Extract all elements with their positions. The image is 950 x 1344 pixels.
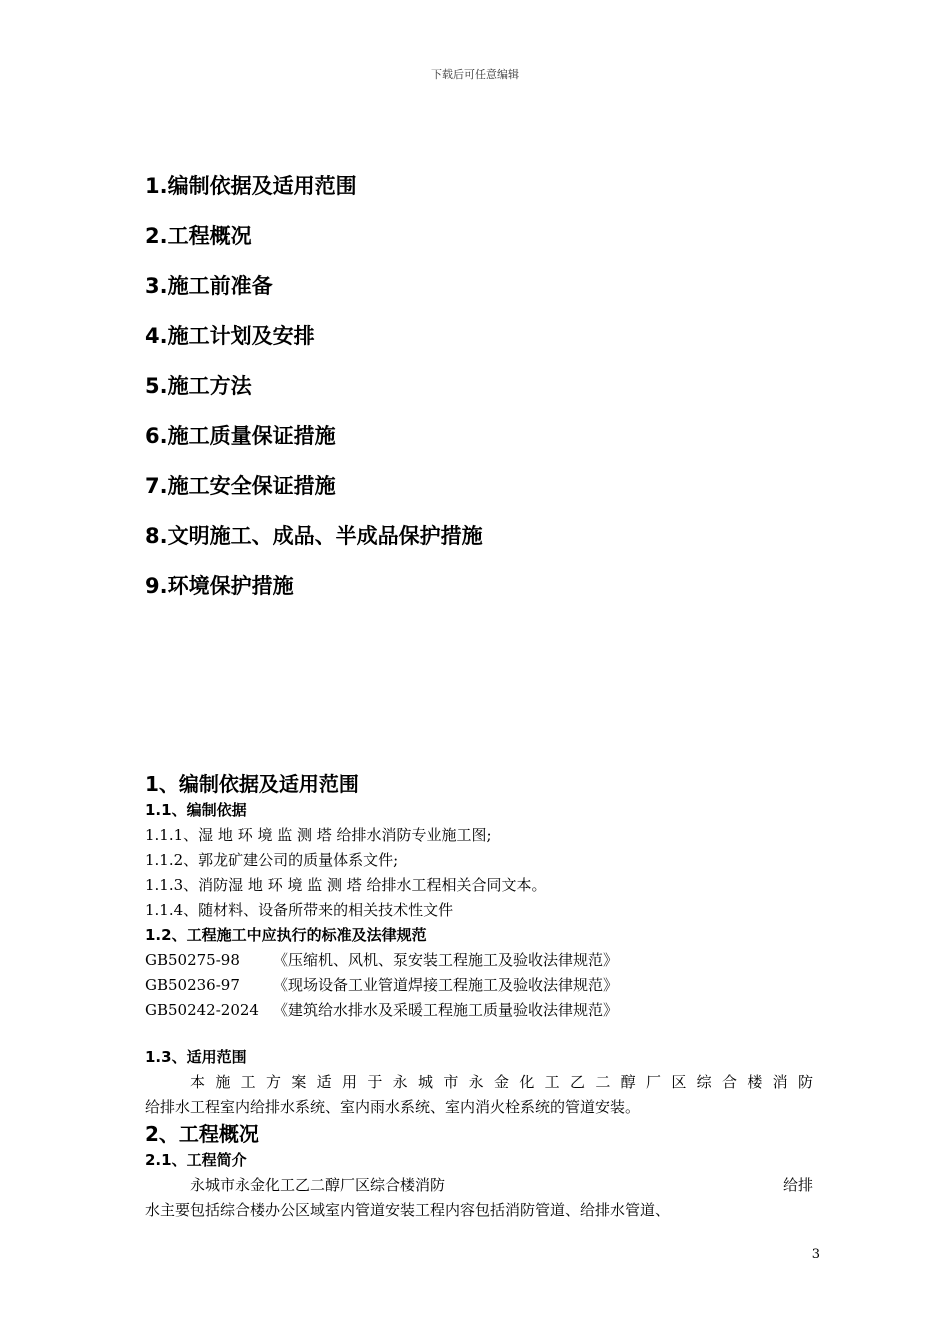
standard-code: GB50236-97 — [145, 976, 240, 994]
scope-paragraph-line-1: 本施工方案适用于永城市永金化工乙二醇厂区综合楼消防 — [190, 1073, 813, 1091]
basis-item-4: 1.1.4、随材料、设备所带来的相关技术性文件 — [145, 901, 454, 919]
table-of-contents — [145, 170, 825, 620]
toc-item-3[interactable]: 3.施工前准备 — [145, 274, 273, 298]
overview-line-1-head: 永城市永金化工乙二醇厂区综合楼消防 — [190, 1176, 446, 1194]
overview-paragraph-line-1 — [145, 1173, 813, 1198]
standard-row — [145, 998, 813, 1023]
spacer — [145, 1023, 813, 1045]
toc-item-1[interactable]: 1.编制依据及适用范围 — [145, 174, 357, 198]
section-1-heading: 1、编制依据及适用范围 — [145, 772, 359, 796]
standard-row — [145, 973, 813, 998]
toc-item-8[interactable]: 8.文明施工、成品、半成品保护措施 — [145, 524, 483, 548]
basis-item-2: 1.1.2、郭龙矿建公司的质量体系文件; — [145, 851, 399, 869]
standard-code: GB50275-98 — [145, 951, 240, 969]
toc-item-5[interactable]: 5.施工方法 — [145, 374, 252, 398]
section-1-3-heading: 1.3、适用范围 — [145, 1048, 247, 1066]
basis-item-1: 1.1.1、湿 地 环 境 监 测 塔 给排水消防专业施工图; — [145, 826, 492, 844]
standard-row — [145, 948, 813, 973]
toc-item-7[interactable]: 7.施工安全保证措施 — [145, 474, 336, 498]
page-header-note: 下载后可任意编辑 — [431, 68, 519, 81]
section-2-1-heading: 2.1、工程简介 — [145, 1151, 247, 1169]
toc-item-9[interactable]: 9.环境保护措施 — [145, 574, 294, 598]
toc-item-4[interactable]: 4.施工计划及安排 — [145, 324, 315, 348]
overview-paragraph-line-2: 水主要包括综合楼办公区域室内管道安装工程内容包括消防管道、给排水管道、 — [145, 1201, 671, 1219]
section-2-heading: 2、工程概况 — [145, 1122, 259, 1146]
toc-item-6[interactable]: 6.施工质量保证措施 — [145, 424, 336, 448]
scope-paragraph-line-2: 给排水工程室内给排水系统、室内雨水系统、室内消火栓系统的管道安装。 — [145, 1098, 641, 1116]
standard-name: 《建筑给水排水及采暖工程施工质量验收法律规范》 — [273, 1001, 619, 1019]
standard-name: 《压缩机、风机、泵安装工程施工及验收法律规范》 — [273, 951, 619, 969]
page-number: 3 — [811, 1247, 820, 1262]
standard-name: 《现场设备工业管道焊接工程施工及验收法律规范》 — [273, 976, 619, 994]
document-body — [145, 770, 813, 1223]
basis-item-3: 1.1.3、消防湿 地 环 境 监 测 塔 给排水工程相关合同文本。 — [145, 876, 547, 894]
standard-code: GB50242-2024 — [145, 1001, 259, 1019]
section-1-2-heading: 1.2、工程施工中应执行的标准及法律规范 — [145, 926, 427, 944]
section-1-1-heading: 1.1、编制依据 — [145, 801, 247, 819]
overview-line-1-tail: 给排 — [782, 1176, 813, 1194]
toc-item-2[interactable]: 2.工程概况 — [145, 224, 252, 248]
